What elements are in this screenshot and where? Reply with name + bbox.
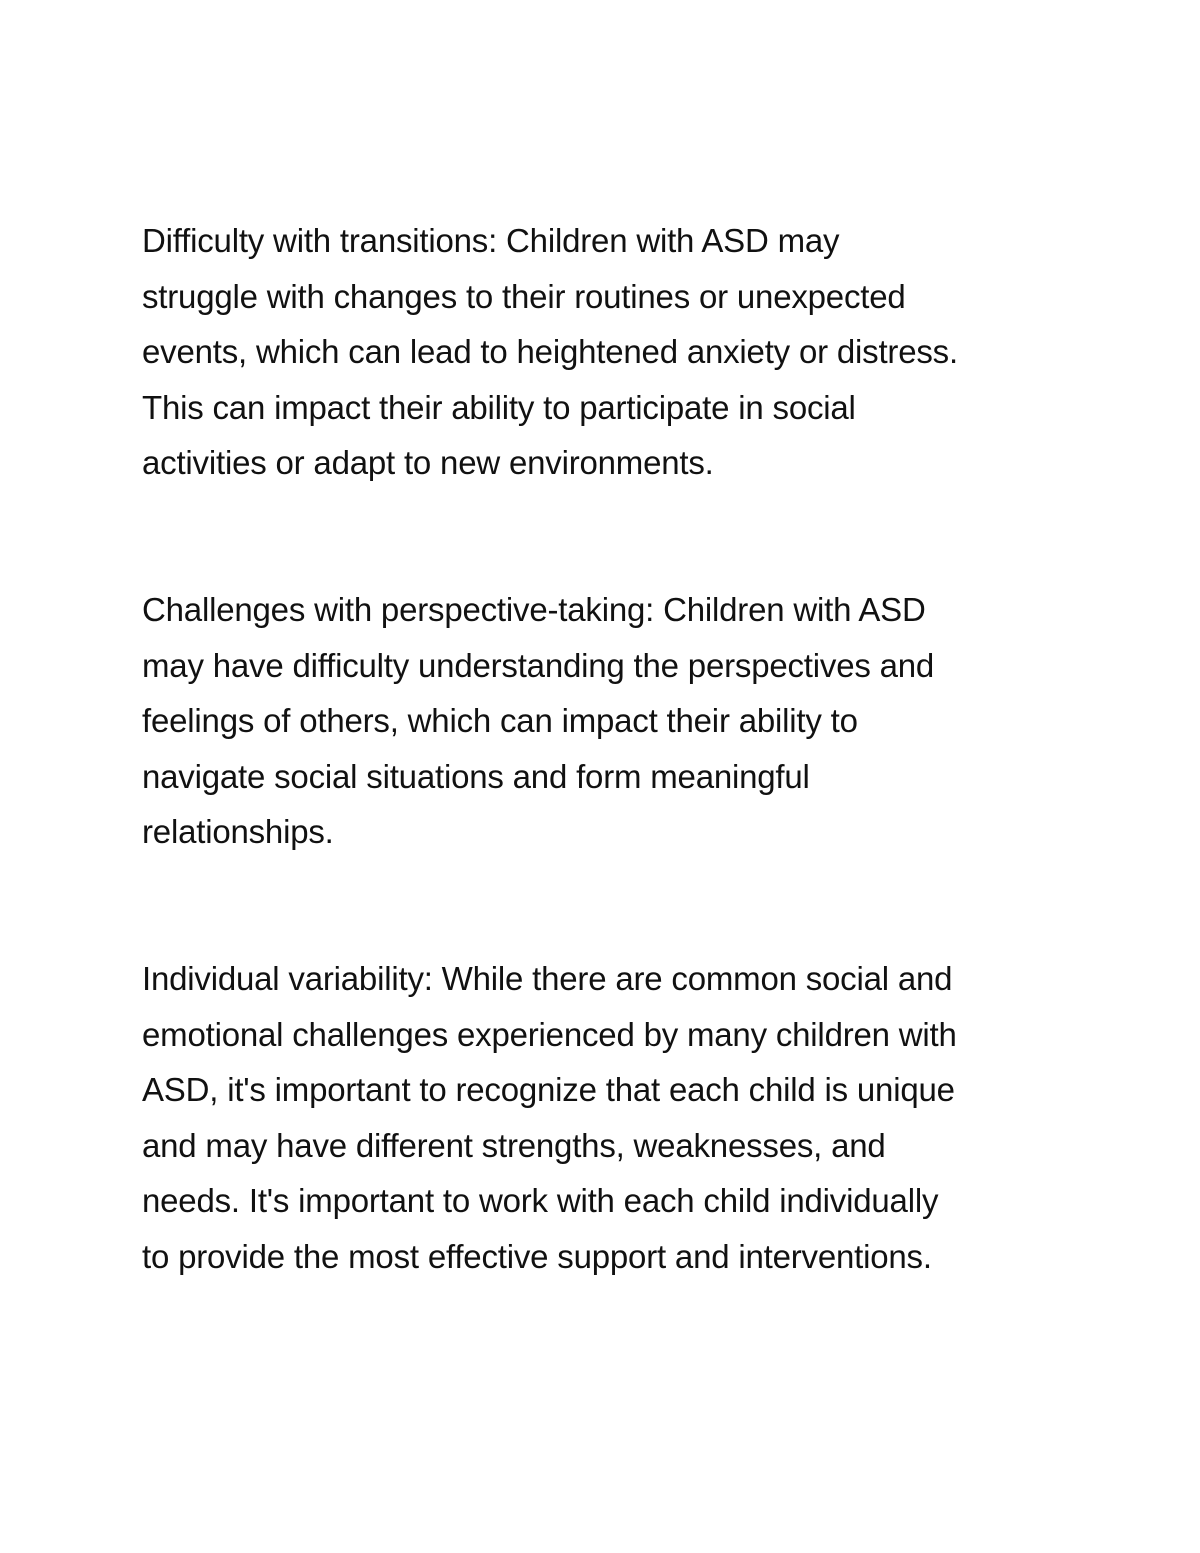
paragraph-difficulty-with-transitions: [142, 213, 1072, 491]
text-line: feelings of others, which can impact their ability to: [142, 702, 858, 739]
text-line: ASD, it's important to recognize that each child is unique: [142, 1071, 955, 1108]
text-line: Challenges with perspective-taking: Children with ASD: [142, 591, 926, 628]
text-line: relationships.: [142, 813, 334, 850]
paragraph-individual-variability: [142, 951, 1072, 1284]
text-line: and may have different strengths, weaknesses, and: [142, 1126, 886, 1164]
text-line: This can impact their ability to participate in social: [142, 388, 856, 426]
text-line: may have difficulty understanding the perspectives and: [142, 646, 935, 684]
text-line: activities or adapt to new environments.: [142, 444, 714, 481]
text-line: emotional challenges experienced by many children with: [142, 1015, 957, 1053]
text-line: struggle with changes to their routines or unexpected: [142, 277, 906, 315]
text-line: navigate social situations and form meaningful: [142, 757, 810, 795]
text-line: Difficulty with transitions: Children with ASD may: [142, 222, 840, 259]
text-line: to provide the most effective support and interventions.: [142, 1237, 932, 1275]
text-line: needs. It's important to work with each child individually: [142, 1182, 939, 1219]
paragraph-perspective-taking: [142, 582, 1072, 860]
text-line: Individual variability: While there are common social and: [142, 960, 953, 997]
text-line: events, which can lead to heightened anxiety or distress.: [142, 333, 958, 370]
